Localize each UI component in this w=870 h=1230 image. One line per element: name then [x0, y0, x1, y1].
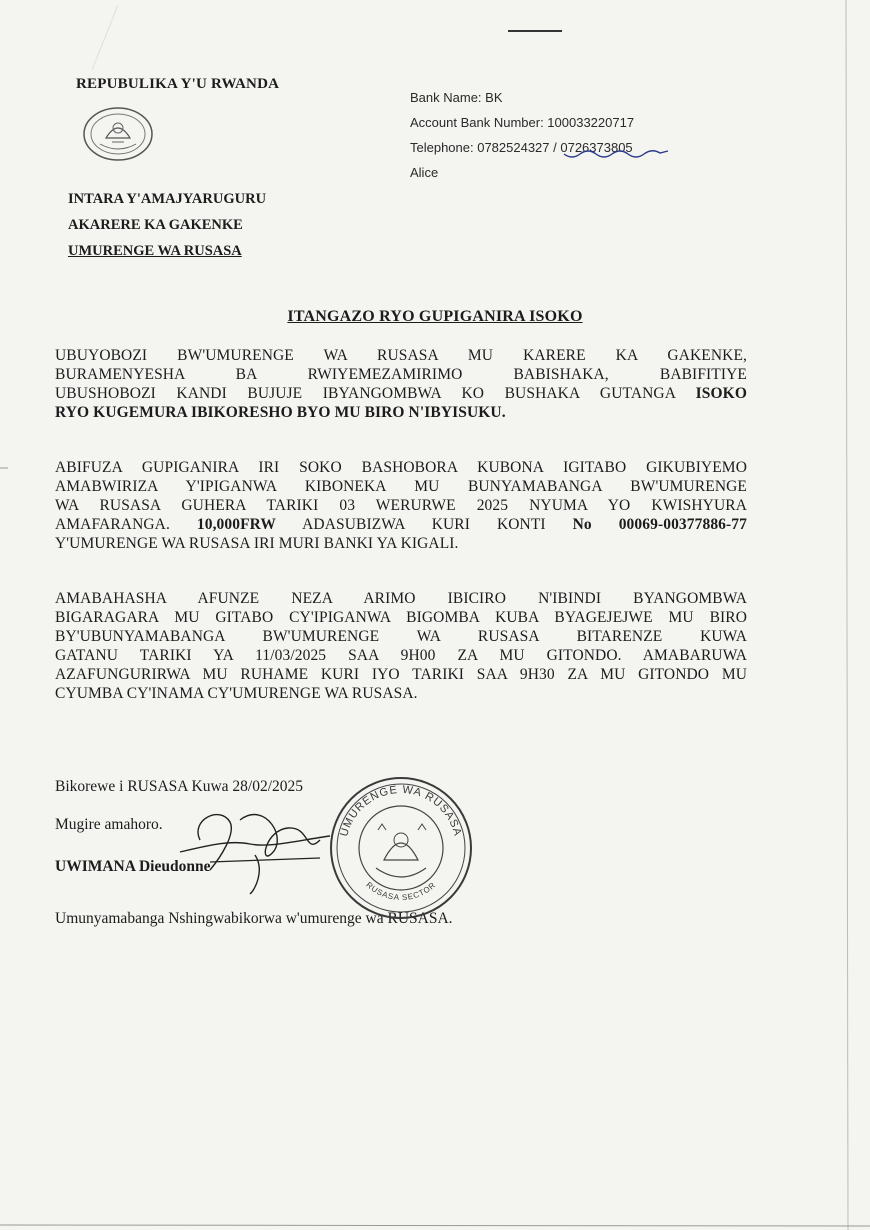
text-segment: AMAFARANGA. [55, 516, 197, 533]
text-segment: UBUSHOBOZI KANDI BUJUJE IBYANGOMBWA KO BUSHAKA GUTANGA [55, 385, 696, 402]
paragraph-submission [55, 589, 747, 703]
text-segment: ADASUBIZWA KURI KONTI [276, 516, 573, 533]
district-name: AKARERE KA GAKENKE [68, 217, 243, 233]
handwritten-underline-mark [562, 148, 672, 162]
greeting: Mugire amahoro. [55, 816, 163, 833]
signatory-name: UWIMANA Dieudonne [55, 858, 211, 875]
account-label: Account Bank Number: [410, 115, 548, 130]
bank-name: Bank Name: BK [410, 90, 503, 105]
text-line: Y'UMURENGE WA RUSASA IRI MURI BANKI YA KIGALI. [55, 535, 459, 552]
signatory-role: Umunyamabanga Nshingwabikorwa w'umurenge wa RUSASA. [55, 910, 453, 927]
sector-name: UMURENGE WA RUSASA [68, 243, 242, 259]
text-line: BY'UBUNYAMABANGA BW'UMURENGE WA RUSASA BITARENZE KUWA [55, 628, 747, 645]
contact-name: Alice [410, 165, 439, 180]
text-line: WA RUSASA GUHERA TARIKI 03 WERURWE 2025 NYUMA YO KWISHYURA [55, 497, 747, 514]
account-reference: No 00069-00377886-77 [572, 516, 747, 533]
stamp-text-top: UMURENGE WA RUSASA [338, 783, 464, 838]
text-line: AMABAHASHA AFUNZE NEZA ARIMO IBICIRO N'IBINDI BYANGOMBWA [55, 590, 747, 607]
telephone: Telephone: 0782524327 / 0726373805 [410, 140, 633, 155]
republic-heading: REPUBULIKA Y'U RWANDA [76, 76, 280, 92]
text-line: BURAMENYESHA BA RWIYEMEZAMIRIMO BABISHAKA, BABIFITIYE [55, 366, 747, 383]
text-line [55, 384, 747, 403]
text-line [55, 515, 747, 534]
place-date: Bikorewe i RUSASA Kuwa 28/02/2025 [55, 778, 303, 795]
province-name: INTARA Y'AMAJYARUGURU [68, 191, 267, 207]
text-line: CYUMBA CY'INAMA CY'UMURENGE WA RUSASA. [55, 685, 418, 702]
stamp-text-bottom: RUSASA SECTOR [364, 880, 438, 903]
page-title: ITANGAZO RYO GUPIGANIRA ISOKO [287, 308, 583, 325]
text-line: RYO KUGEMURA IBIKORESHO BYO MU BIRO N'IBYISUKU. [55, 404, 506, 421]
administrative-block [68, 186, 266, 264]
text-line: BIGARAGARA MU GITABO CY'IPIGANWA BIGOMBA KUBA BYAGEJEJWE MU BIRO [55, 609, 747, 626]
text-line: AMABWIRIZA Y'IPIGANWA KIBONEKA MU BUNYAMABANGA BW'UMURENGE [55, 478, 747, 495]
paragraph-tender-documents [55, 458, 747, 553]
account-number: 100033220717 [547, 115, 635, 130]
bank-info [410, 88, 634, 188]
national-emblem-icon [78, 104, 158, 164]
account-row [410, 113, 634, 138]
text-segment-bold: ISOKO [695, 385, 747, 402]
paragraph-announcement [55, 346, 747, 422]
svg-text:RUSASA SECTOR [364, 880, 437, 902]
scan-mark [508, 30, 562, 32]
text-line: UBUYOBOZI BW'UMURENGE WA RUSASA MU KARERE KA GAKENKE, [55, 347, 747, 364]
text-line: GATANU TARIKI YA 11/03/2025 SAA 9H00 ZA MU GITONDO. AMABARUWA [55, 647, 747, 664]
amount: 10,000FRW [196, 516, 277, 533]
text-line: AZAFUNGURIRWA MU RUHAME KURI IYO TARIKI SAA 9H30 ZA MU GITONDO MU [55, 666, 747, 683]
text-line: ABIFUZA GUPIGANIRA IRI SOKO BASHOBORA KUBONA IGITABO GIKUBIYEMO [55, 459, 747, 476]
handwritten-signature [170, 800, 370, 895]
